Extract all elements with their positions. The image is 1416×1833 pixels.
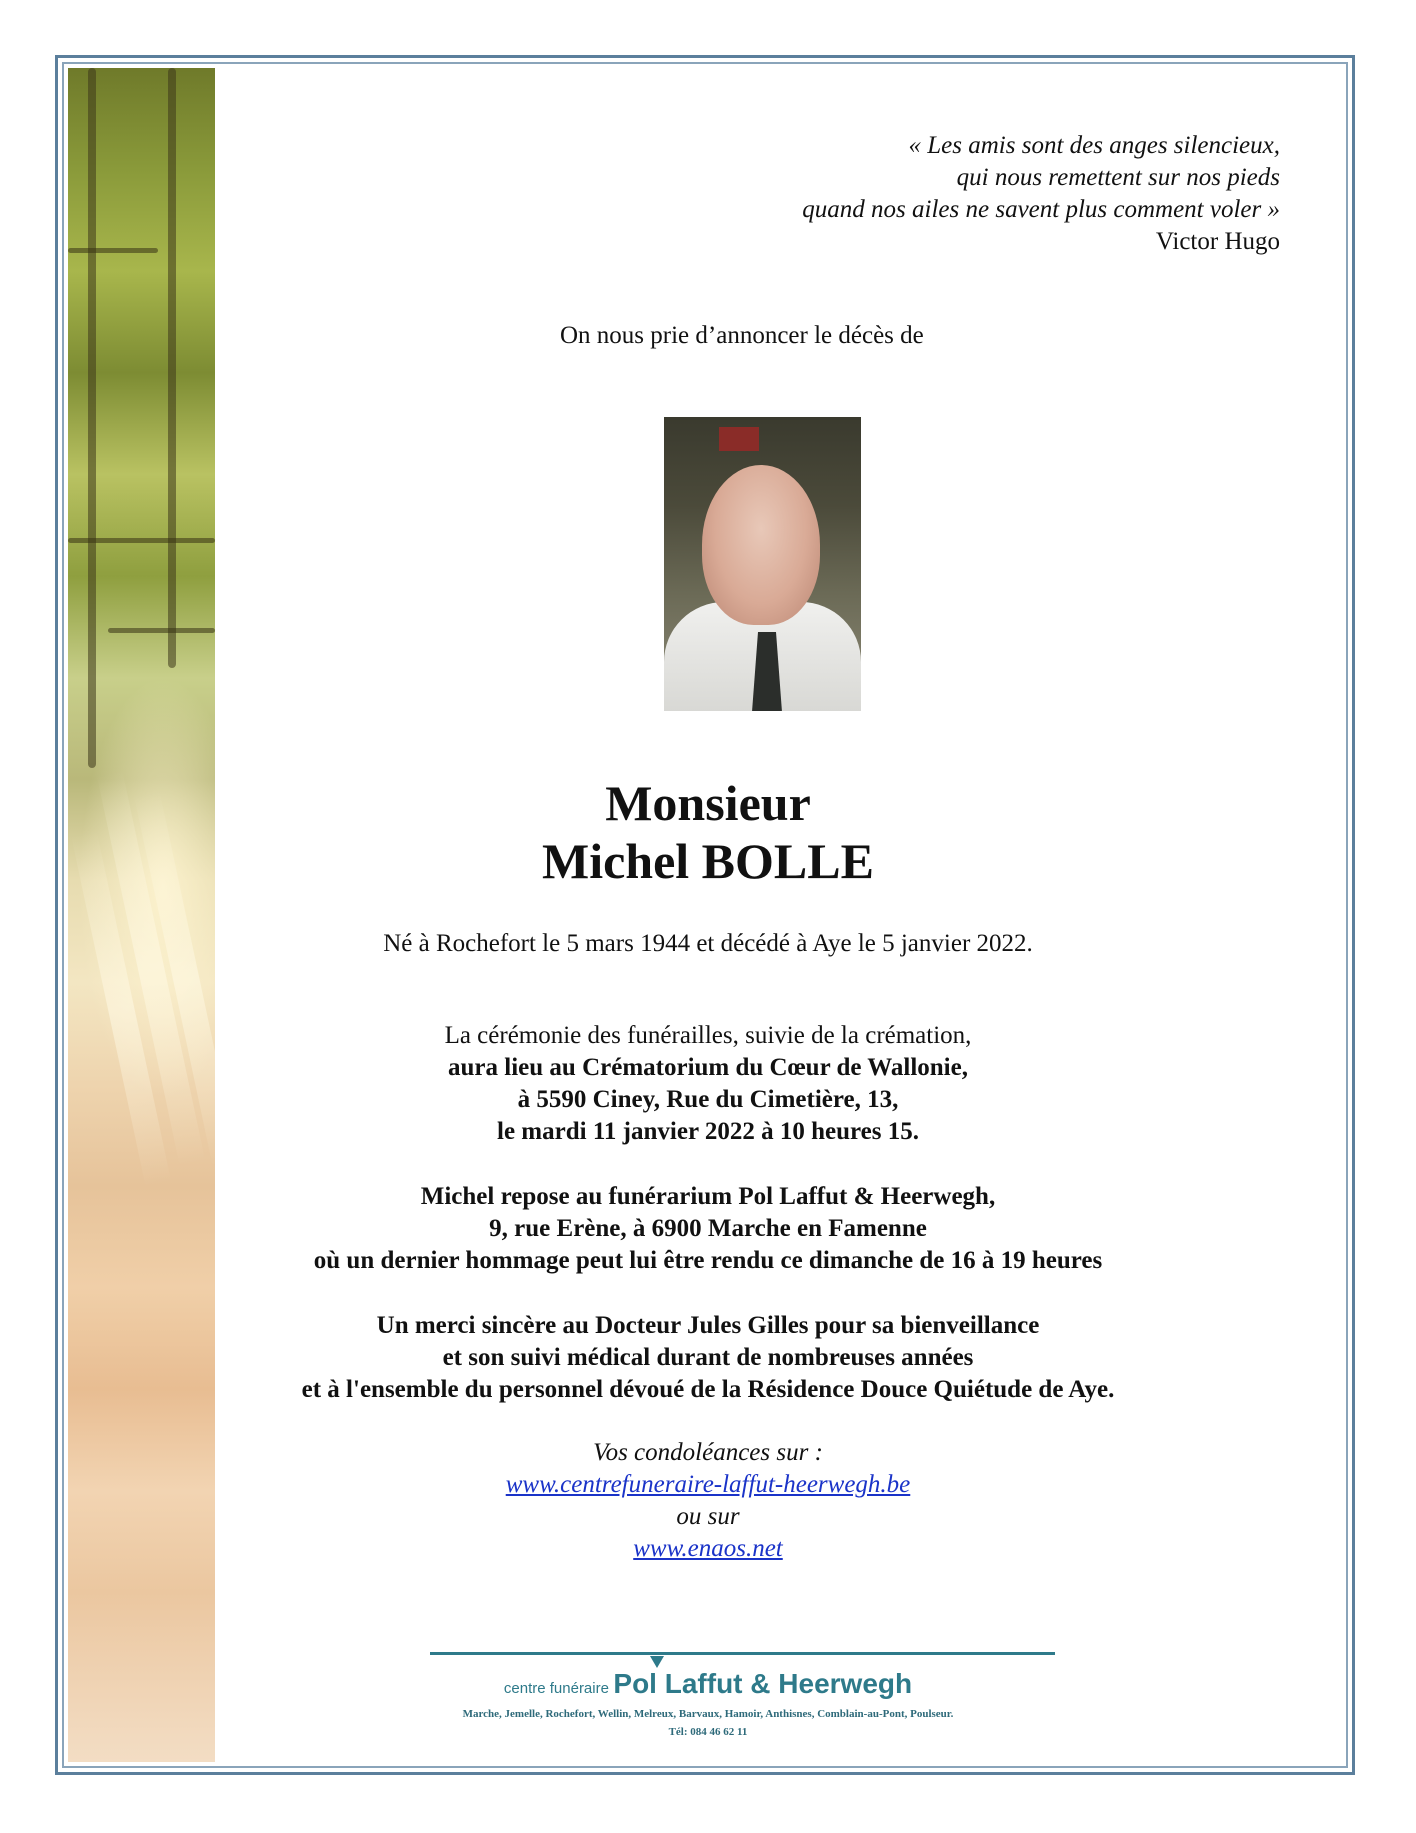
logo-prefix: centre funéraire xyxy=(503,1680,609,1697)
ceremony-line: à 5590 Ciney, Rue du Cimetière, 13, xyxy=(517,1086,899,1113)
condolences-link-funeral-center[interactable]: www.centrefuneraire-laffut-heerwegh.be xyxy=(505,1471,911,1498)
thanks-line: et son suivi médical durant de nombreuses années xyxy=(442,1344,974,1371)
condolences-block xyxy=(0,1437,1416,1565)
thanks-line: et à l'ensemble du personnel dévoué de la Résidence Douce Quiétude de Aye. xyxy=(301,1376,1115,1403)
funeral-home-line: Michel repose au funérarium Pol Laffut & Heerwegh, xyxy=(420,1183,996,1210)
condolences-label: Vos condoléances sur : xyxy=(593,1439,823,1466)
quote-line: quand nos ailes ne savent plus comment voler » xyxy=(802,196,1280,223)
logo-phone: Tél: 084 46 62 11 xyxy=(668,1726,748,1738)
deceased-title: Monsieur xyxy=(605,775,811,831)
quote-line: « Les amis sont des anges silencieux, xyxy=(908,132,1280,159)
ceremony-block xyxy=(0,1020,1416,1148)
quote-block xyxy=(802,130,1280,258)
funeral-center-logo xyxy=(0,1668,1416,1700)
thanks-line: Un merci sincère au Docteur Jules Gilles pour sa bienveillance xyxy=(376,1312,1040,1339)
funeral-home-line: où un dernier hommage peut lui être rendu ce dimanche de 16 à 19 heures xyxy=(313,1247,1103,1274)
condolences-or: ou sur xyxy=(676,1503,740,1530)
condolences-link-enaos[interactable]: www.enaos.net xyxy=(633,1535,783,1562)
quote-line: qui nous remettent sur nos pieds xyxy=(956,164,1280,191)
funeral-home-line: 9, rue Erène, à 6900 Marche en Famenne xyxy=(489,1215,927,1242)
thanks-block xyxy=(0,1310,1416,1406)
deceased-name: Michel BOLLE xyxy=(542,833,874,889)
birth-death-line: Né à Rochefort le 5 mars 1944 et décédé à Aye le 5 janvier 2022. xyxy=(383,930,1033,957)
logo-name: Pol Laffut & Heerwegh xyxy=(613,1668,913,1699)
funeral-home-block xyxy=(0,1181,1416,1277)
logo-divider xyxy=(430,1652,1055,1655)
logo-places: Marche, Jemelle, Rochefort, Wellin, Melreux, Barvaux, Hamoir, Anthisnes, Comblain-au-Pont, Poulseur. xyxy=(462,1708,954,1720)
logo-arrow-icon xyxy=(650,1656,664,1668)
intro-text: On nous prie d’annoncer le décès de xyxy=(560,322,924,349)
ceremony-line: le mardi 11 janvier 2022 à 10 heures 15. xyxy=(497,1118,919,1145)
portrait-photo xyxy=(664,417,861,711)
ceremony-line: La cérémonie des funérailles, suivie de la crémation, xyxy=(444,1022,972,1049)
quote-author: Victor Hugo xyxy=(1155,228,1280,255)
ceremony-line: aura lieu au Crématorium du Cœur de Wallonie, xyxy=(448,1054,968,1081)
